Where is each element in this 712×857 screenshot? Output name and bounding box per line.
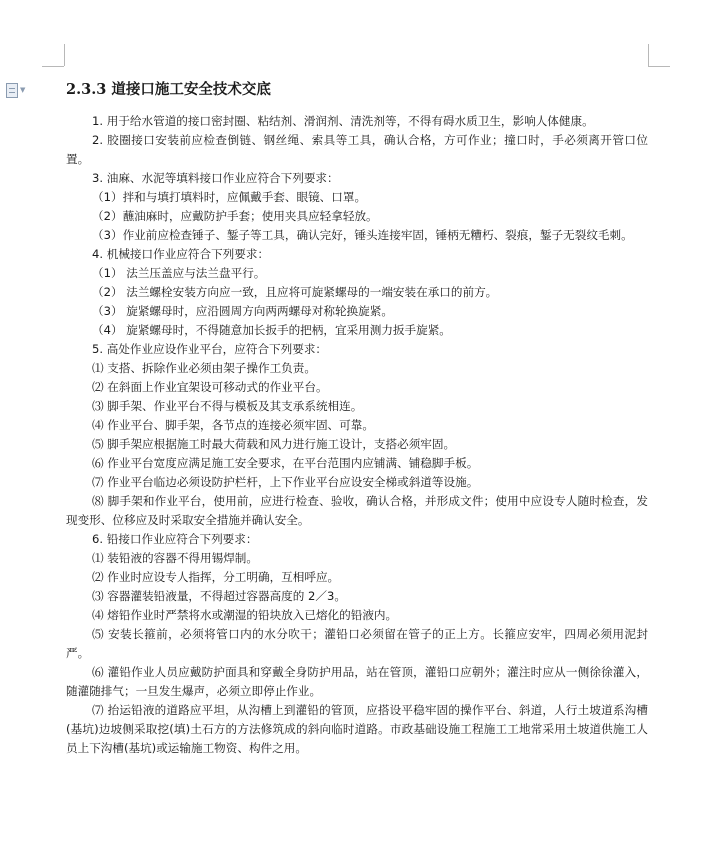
- margin-mark-top-right: [648, 44, 649, 66]
- paragraph: ⑴ 支搭、拆除作业必须由架子操作工负责。: [92, 361, 316, 375]
- paragraph: ⑷ 作业平台、脚手架，各节点的连接必须牢固、可靠。: [92, 418, 374, 432]
- margin-mark-top-right: [648, 66, 670, 67]
- paragraph: ⑻ 脚手架和作业平台，使用前，应进行检查、验收，确认合格，并形成文件；使用中应设专人随时检查，发现变形、位移应及时采取安全措施并确认安全。: [66, 494, 648, 527]
- margin-mark-top-left: [42, 66, 64, 67]
- paragraph: ⑴ 装铅液的容器不得用锡焊制。: [92, 551, 258, 565]
- paragraph: ⑺ 作业平台临边必须设防护栏杆，上下作业平台应设安全梯或斜道等设施。: [92, 475, 479, 489]
- document-icon: [6, 83, 18, 98]
- paragraph: ⑵ 作业时应设专人指挥，分工明确，互相呼应。: [92, 570, 340, 584]
- paragraph: ⑹ 作业平台宽度应满足施工安全要求，在平台范围内应铺满、铺稳脚手板。: [92, 456, 479, 470]
- paragraph: （2）蘸油麻时，应戴防护手套；使用夹具应轻拿轻放。: [92, 209, 378, 223]
- paragraph-options-button[interactable]: [6, 82, 36, 98]
- paragraph: （1）拌和与填打填料时，应佩戴手套、眼镜、口罩。: [92, 190, 367, 204]
- chevron-down-icon: ▼: [20, 85, 26, 94]
- paragraph: ⑶ 脚手架、作业平台不得与模板及其支承系统相连。: [92, 399, 363, 413]
- paragraph: 2. 胶圈接口安装前应检查倒链、钢丝绳、索具等工具，确认合格，方可作业；撞口时，手必须离开管口位置。: [66, 133, 648, 166]
- paragraph: ⑸ 安装长箍前，必须将管口内的水分吹干；灌铅口必须留在管子的正上方。长箍应安牢，四周必须用泥封严。: [66, 627, 648, 660]
- margin-mark-top-left: [64, 44, 65, 66]
- paragraph: （1） 法兰压盖应与法兰盘平行。: [92, 266, 266, 280]
- paragraph: ⑶ 容器灌装铅液量，不得超过容器高度的 2／3。: [92, 589, 346, 603]
- paragraph: 4. 机械接口作业应符合下列要求：: [92, 247, 270, 261]
- paragraph: 5. 高处作业应设作业平台，应符合下列要求：: [92, 342, 328, 356]
- paragraph: ⑵ 在斜面上作业宜架设可移动式的作业平台。: [92, 380, 328, 394]
- section-heading: 2.3.3 道接口施工安全技术交底: [66, 81, 271, 98]
- paragraph: 6. 铅接口作业应符合下列要求：: [92, 532, 258, 546]
- paragraph: （2） 法兰螺栓安装方向应一致，且应将可旋紧螺母的一端安装在承口的前方。: [92, 285, 498, 299]
- paragraph: （4） 旋紧螺母时，不得随意加长扳手的把柄，宜采用测力扳手旋紧。: [92, 323, 451, 337]
- paragraph: ⑷ 熔铅作业时严禁将水或潮湿的铅块放入已熔化的铅液内。: [92, 608, 398, 622]
- paragraph: ⑹ 灌铅作业人员应戴防护面具和穿戴全身防护用品，站在管顶，灌铅口应朝外；灌注时应从一侧徐徐灌入，随灌随排气；一旦发生爆声，必须立即停止作业。: [66, 665, 648, 698]
- paragraph: 3. 油麻、水泥等填料接口作业应符合下列要求：: [92, 171, 339, 185]
- paragraph: ⑺ 抬运铅液的道路应平坦，从沟槽上到灌铅的管顶，应搭设平稳牢固的操作平台、斜道，人行土坡道系沟槽(基坑)边坡侧采取挖(填)土石方的方法修筑成的斜向临时道路。市政基础设施工程施工工地常采用土坡道供施工人员上下沟槽(基坑)或运输施工物资、构件之用。: [66, 703, 648, 755]
- paragraph: （3） 旋紧螺母时，应沿圆周方向两两螺母对称轮换旋紧。: [92, 304, 393, 318]
- paragraph: （3）作业前应检查锤子、錾子等工具，确认完好，锤头连接牢固，锤柄无糟朽、裂痕，錾子无裂纹毛刺。: [92, 228, 633, 242]
- paragraph: ⑸ 脚手架应根据施工时最大荷载和风力进行施工设计，支搭必须牢固。: [92, 437, 456, 451]
- document-body: [66, 112, 648, 758]
- paragraph: 1. 用于给水管道的接口密封圈、粘结剂、滑润剂、清洗剂等，不得有碍水质卫生，影响人体健康。: [92, 114, 594, 128]
